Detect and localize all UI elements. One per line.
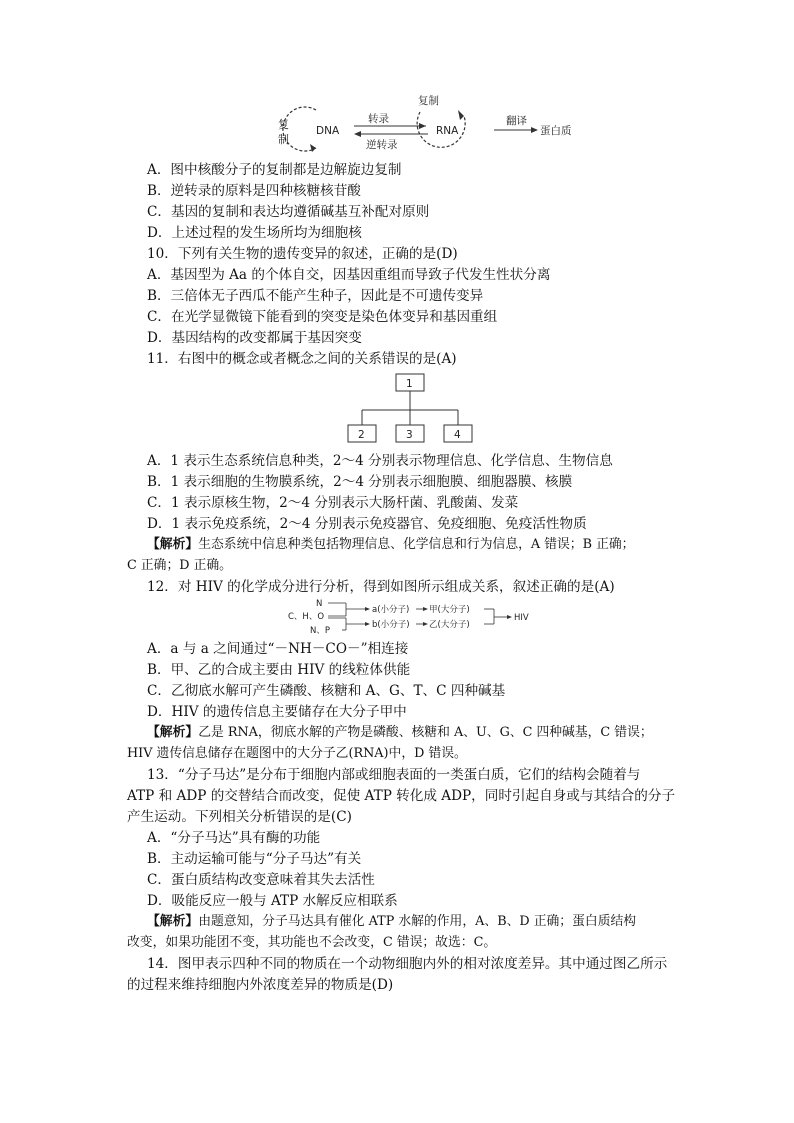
hiv-label: HIV <box>514 613 529 623</box>
rna-label: RNA <box>436 125 459 137</box>
protein-label: 蛋白质 <box>540 125 572 137</box>
q12-option-a: A．a 与 a 之间通过“－NH－CO－”相连接 <box>147 641 409 657</box>
q13-stem-line-1: 13．“分子马达”是分布于细胞内部或细胞表面的一类蛋白质，它们的结构会随着与 <box>147 767 641 783</box>
q13-stem-line-2: ATP 和 ADP 的交替结合而改变，促使 ATP 转化成 ADP，同时引起自身或与其结合的分子 <box>127 788 676 804</box>
q10-option-a: A．基因型为 Aa 的个体自交，因基因重组而导致子代发生性状分离 <box>147 267 551 283</box>
q12-explanation-line-2: HIV 遗传信息储存在题图中的大分子乙(RNA)中，D 错误。 <box>127 746 467 761</box>
box-2-label: 2 <box>358 429 365 441</box>
q11-option-d: D．1 表示免疫系统，2～4 分别表示免疫器官、免疫细胞、免疫活性物质 <box>147 516 587 532</box>
q9-option-a: A．图中核酸分子的复制都是边解旋边复制 <box>147 162 402 178</box>
q9-option-c: C．基因的复制和表达均遵循碱基互补配对原则 <box>147 204 430 220</box>
translation-label: 翻译 <box>506 115 527 127</box>
q13-option-d: D．吸能反应一般与 ATP 水解反应相联系 <box>147 893 398 909</box>
q11-stem: 11．右图中的概念或者概念之间的关系错误的是(A) <box>147 351 457 367</box>
jia-label: 甲(大分子) <box>429 605 470 615</box>
replicate-left-char-1: 复 <box>278 118 289 131</box>
b-small-label: b(小分子) <box>372 620 410 630</box>
reverse-transcription-label: 逆转录 <box>366 139 398 151</box>
q12-explanation-text-1: 乙是 RNA，彻底水解的产物是磷酸、核糖和 A、U、G、C 四种碱基，C 错误； <box>198 725 653 740</box>
explanation-label: 【解析】 <box>147 914 199 929</box>
q11-option-b: B．1 表示细胞的生物膜系统，2～4 分别表示细胞膜、细胞器膜、核膜 <box>147 474 573 490</box>
replicate-top-label: 复制 <box>418 95 439 107</box>
q13-option-c: C．蛋白质结构改变意味着其失去活性 <box>147 872 375 888</box>
box-3-label: 3 <box>406 429 413 441</box>
n-top-label: N <box>316 599 323 609</box>
q13-explanation-line-1 <box>147 912 636 932</box>
q10-option-d: D．基因结构的改变都属于基因突变 <box>147 330 362 346</box>
np-label: N、P <box>310 626 330 636</box>
q14-stem-line-1: 14．图甲表示四种不同的物质在一个动物细胞内外的相对浓度差异。其中通过图乙所示 <box>147 956 668 972</box>
transcription-label: 转录 <box>368 113 389 125</box>
cho-label: C、H、O <box>288 612 325 622</box>
q10-option-b: B．三倍体无子西瓜不能产生种子，因此是不可遗传变异 <box>147 288 484 304</box>
q9-option-d: D．上述过程的发生场所均为细胞核 <box>147 225 362 241</box>
q12-stem: 12．对 HIV 的化学成分进行分析，得到如图所示组成关系，叙述正确的是(A) <box>147 579 615 595</box>
q12-option-c: C．乙彻底水解可产生磷酸、核糖和 A、G、T、C 四种碱基 <box>147 683 506 699</box>
q10-option-c: C．在光学显微镜下能看到的突变是染色体变异和基因重组 <box>147 309 498 325</box>
q12-option-d: D．HIV 的遗传信息主要储存在大分子甲中 <box>147 704 407 720</box>
explanation-label: 【解析】 <box>147 725 199 740</box>
dna-label: DNA <box>316 125 340 137</box>
replicate-left-char-2: 制 <box>278 133 289 146</box>
box-1-label: 1 <box>406 378 413 390</box>
q13-stem-line-3: 产生运动。下列相关分析错误的是(C) <box>127 809 352 825</box>
hiv-composition-diagram <box>286 597 546 639</box>
q13-explanation-line-2: 改变，如果功能团不变，其功能也不会改变，C 错误；故选：C。 <box>127 935 497 950</box>
q11-explanation-text-1: 生态系统中信息种类包括物理信息、化学信息和行为信息，A 错误；B 正确； <box>198 537 635 552</box>
box-4-label: 4 <box>454 429 461 441</box>
concept-tree-diagram <box>346 372 476 444</box>
q13-option-b: B．主动运输可能与“分子马达”有关 <box>147 851 362 867</box>
explanation-label: 【解析】 <box>147 537 199 552</box>
q11-option-a: A．1 表示生态系统信息种类，2～4 分别表示物理信息、化学信息、生物信息 <box>147 453 613 469</box>
q11-explanation-line-1 <box>147 535 634 555</box>
central-dogma-diagram <box>268 92 588 158</box>
q11-option-c: C．1 表示原核生物，2～4 分别表示大肠杆菌、乳酸菌、发菜 <box>147 495 519 511</box>
a-small-label: a(小分子) <box>372 605 410 615</box>
q12-option-b: B．甲、乙的合成主要由 HIV 的线粒体供能 <box>147 662 411 678</box>
q10-stem: 10．下列有关生物的遗传变异的叙述，正确的是(D) <box>147 246 458 262</box>
q11-explanation-line-2: C 正确；D 正确。 <box>127 558 232 573</box>
q13-option-a: A．“分子马达”具有酶的功能 <box>147 830 321 846</box>
q13-explanation-text-1: 由题意知，分子马达具有催化 ATP 水解的作用，A、B、D 正确；蛋白质结构 <box>198 914 637 929</box>
q9-option-b: B．逆转录的原料是四种核糖核苷酸 <box>147 183 361 199</box>
q14-stem-line-2: 的过程来维持细胞内外浓度差异的物质是(D) <box>127 977 394 993</box>
yi-label: 乙(大分子) <box>429 620 470 630</box>
q12-explanation-line-1 <box>147 723 653 743</box>
